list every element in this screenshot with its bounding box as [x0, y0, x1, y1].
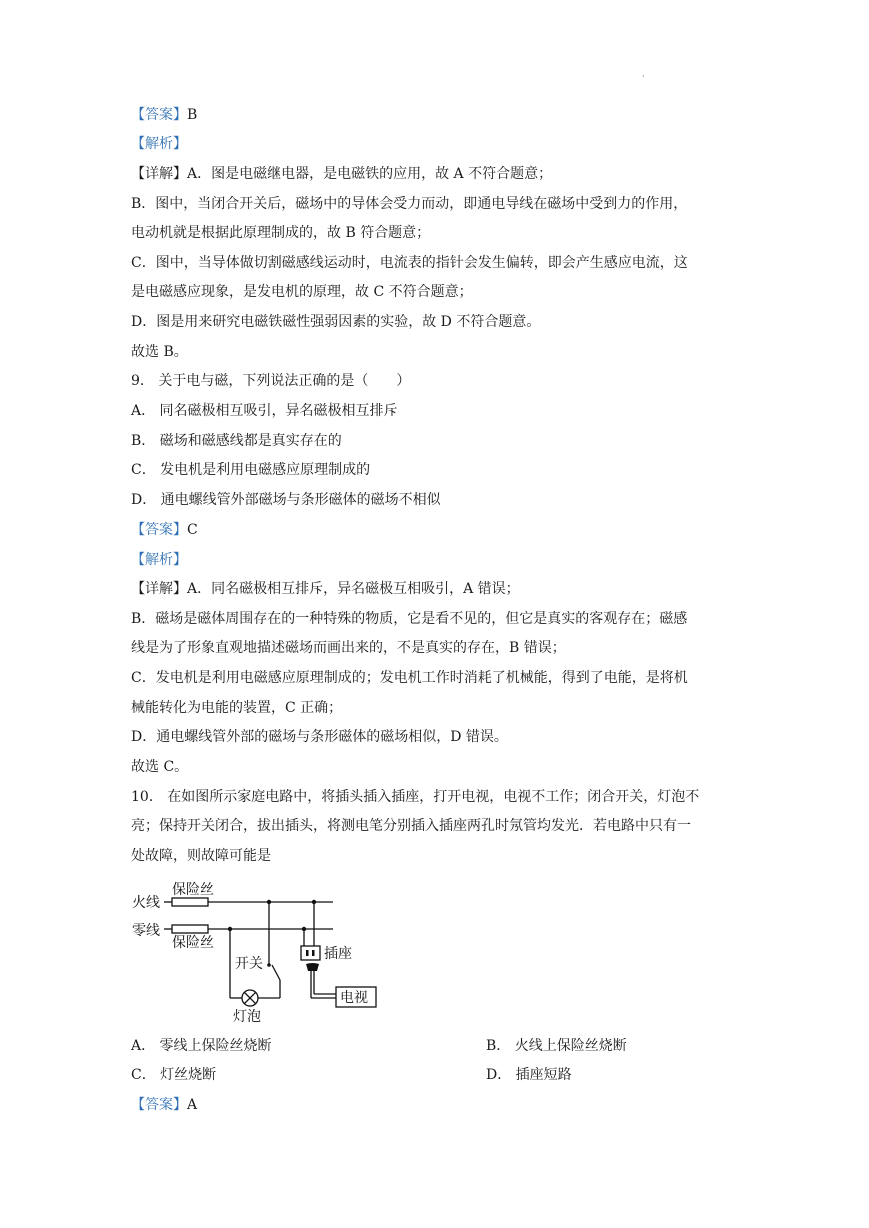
answer-value: C [187, 522, 198, 538]
junction-dot [267, 900, 271, 904]
detail-tag: 【详解】 [131, 581, 187, 597]
detail-text: A．同名磁极相互排斥，异名磁极互相吸引，A 错误； [187, 581, 520, 597]
answer-tag: 【答案】 [131, 522, 187, 538]
answer-tag: 【答案】 [131, 107, 187, 123]
tv-label: 电视 [340, 990, 368, 1006]
junction-dot [312, 900, 316, 904]
bulb-label: 灯泡 [233, 1009, 261, 1025]
text-line: C．图中，当导体做切割磁感线运动时，电流表的指针会发生偏转，即会产生感应电流，这 [131, 255, 688, 271]
socket-hole [306, 950, 309, 956]
text-line: 线是为了形象直观地描述磁场而画出来的，不是真实的存在，B 错误； [131, 640, 566, 656]
live-wire-label: 火线 [132, 895, 160, 911]
live-fuse-label: 保险丝 [172, 882, 214, 898]
question-10-option-c: C． 灯丝烧断 [131, 1067, 217, 1083]
question-9-option-d: D． 通电螺线管外部磁场与条形磁体的磁场不相似 [131, 492, 441, 508]
switch-contact [267, 963, 271, 967]
junction-dot [228, 927, 232, 931]
socket [301, 946, 320, 960]
analysis-heading [131, 550, 187, 570]
socket-hole [312, 950, 315, 956]
circuit-diagram [128, 876, 388, 1026]
answer-line [131, 105, 197, 125]
text-line: C．发电机是利用电磁感应原理制成的；发电机工作时消耗了机械能，得到了电能，是将机 [131, 670, 688, 686]
plug [306, 963, 319, 971]
question-9-option-a: A． 同名磁极相互吸引，异名磁极相互排斥 [131, 403, 398, 419]
question-10-stem: 10． 在如图所示家庭电路中，将插头插入插座，打开电视，电视不工作；闭合开关，灯泡不 [131, 789, 700, 805]
answer-value: A [187, 1097, 198, 1113]
question-9-option-c: C． 发电机是利用电磁感应原理制成的 [131, 462, 371, 478]
switch-blade [272, 965, 280, 980]
text-line: B．磁场是磁体周围存在的一种特殊的物质，它是看不见的，但它是真实的客观存在；磁感 [131, 611, 688, 627]
question-9-option-b: B． 磁场和磁感线都是真实存在的 [131, 433, 342, 449]
answer-value: B [187, 107, 198, 123]
answer-line [131, 1095, 197, 1115]
question-10-option-d: D． 插座短路 [486, 1067, 572, 1083]
analysis-tag: 【解析】 [131, 136, 187, 152]
neutral-fuse-label: 保险丝 [172, 935, 214, 951]
question-10-stem: 亮；保持开关闭合，拔出插头，将测电笔分别插入插座两孔时氖管均发光．若电路中只有一 [131, 818, 691, 834]
text-line: 械能转化为电能的装置，C 正确； [131, 700, 343, 716]
question-9-stem: 9． 关于电与磁，下列说法正确的是（ ） [131, 373, 411, 389]
detail-text: A．图是电磁继电器，是电磁铁的应用，故 A 不符合题意； [187, 166, 553, 182]
switch-label: 开关 [235, 956, 263, 972]
answer-tag: 【答案】 [131, 1097, 187, 1113]
text-line: B．图中，当闭合开关后，磁场中的导体会受力而动，即通电导线在磁场中受到力的作用， [131, 196, 688, 212]
neutral-wire-label: 零线 [132, 923, 160, 939]
text-line: D．通电螺线管外部的磁场与条形磁体的磁场相似，D 错误。 [131, 729, 508, 745]
analysis-heading [131, 134, 187, 154]
detail-line [131, 579, 520, 599]
analysis-tag: 【解析】 [131, 552, 187, 568]
corner-mark: · [642, 72, 645, 81]
question-10-stem: 处故障，则故障可能是 [131, 848, 271, 864]
live-fuse [172, 898, 208, 906]
detail-line [131, 164, 552, 184]
text-line: 电动机就是根据此原理制成的，故 B 符合题意； [131, 225, 431, 241]
text-line: 故选 B。 [131, 344, 188, 360]
junction-dot [302, 927, 306, 931]
question-10-option-b: B． 火线上保险丝烧断 [486, 1038, 627, 1054]
neutral-fuse [172, 925, 208, 933]
question-10-option-a: A． 零线上保险丝烧断 [131, 1038, 272, 1054]
text-line: 是电磁感应现象，是发电机的原理，故 C 不符合题意； [131, 284, 473, 300]
text-line: 故选 C。 [131, 759, 189, 775]
socket-label: 插座 [324, 946, 352, 962]
detail-tag: 【详解】 [131, 166, 187, 182]
answer-line [131, 520, 198, 540]
text-line: D．图是用来研究电磁铁磁性强弱因素的实验，故 D 不符合题意。 [131, 314, 541, 330]
